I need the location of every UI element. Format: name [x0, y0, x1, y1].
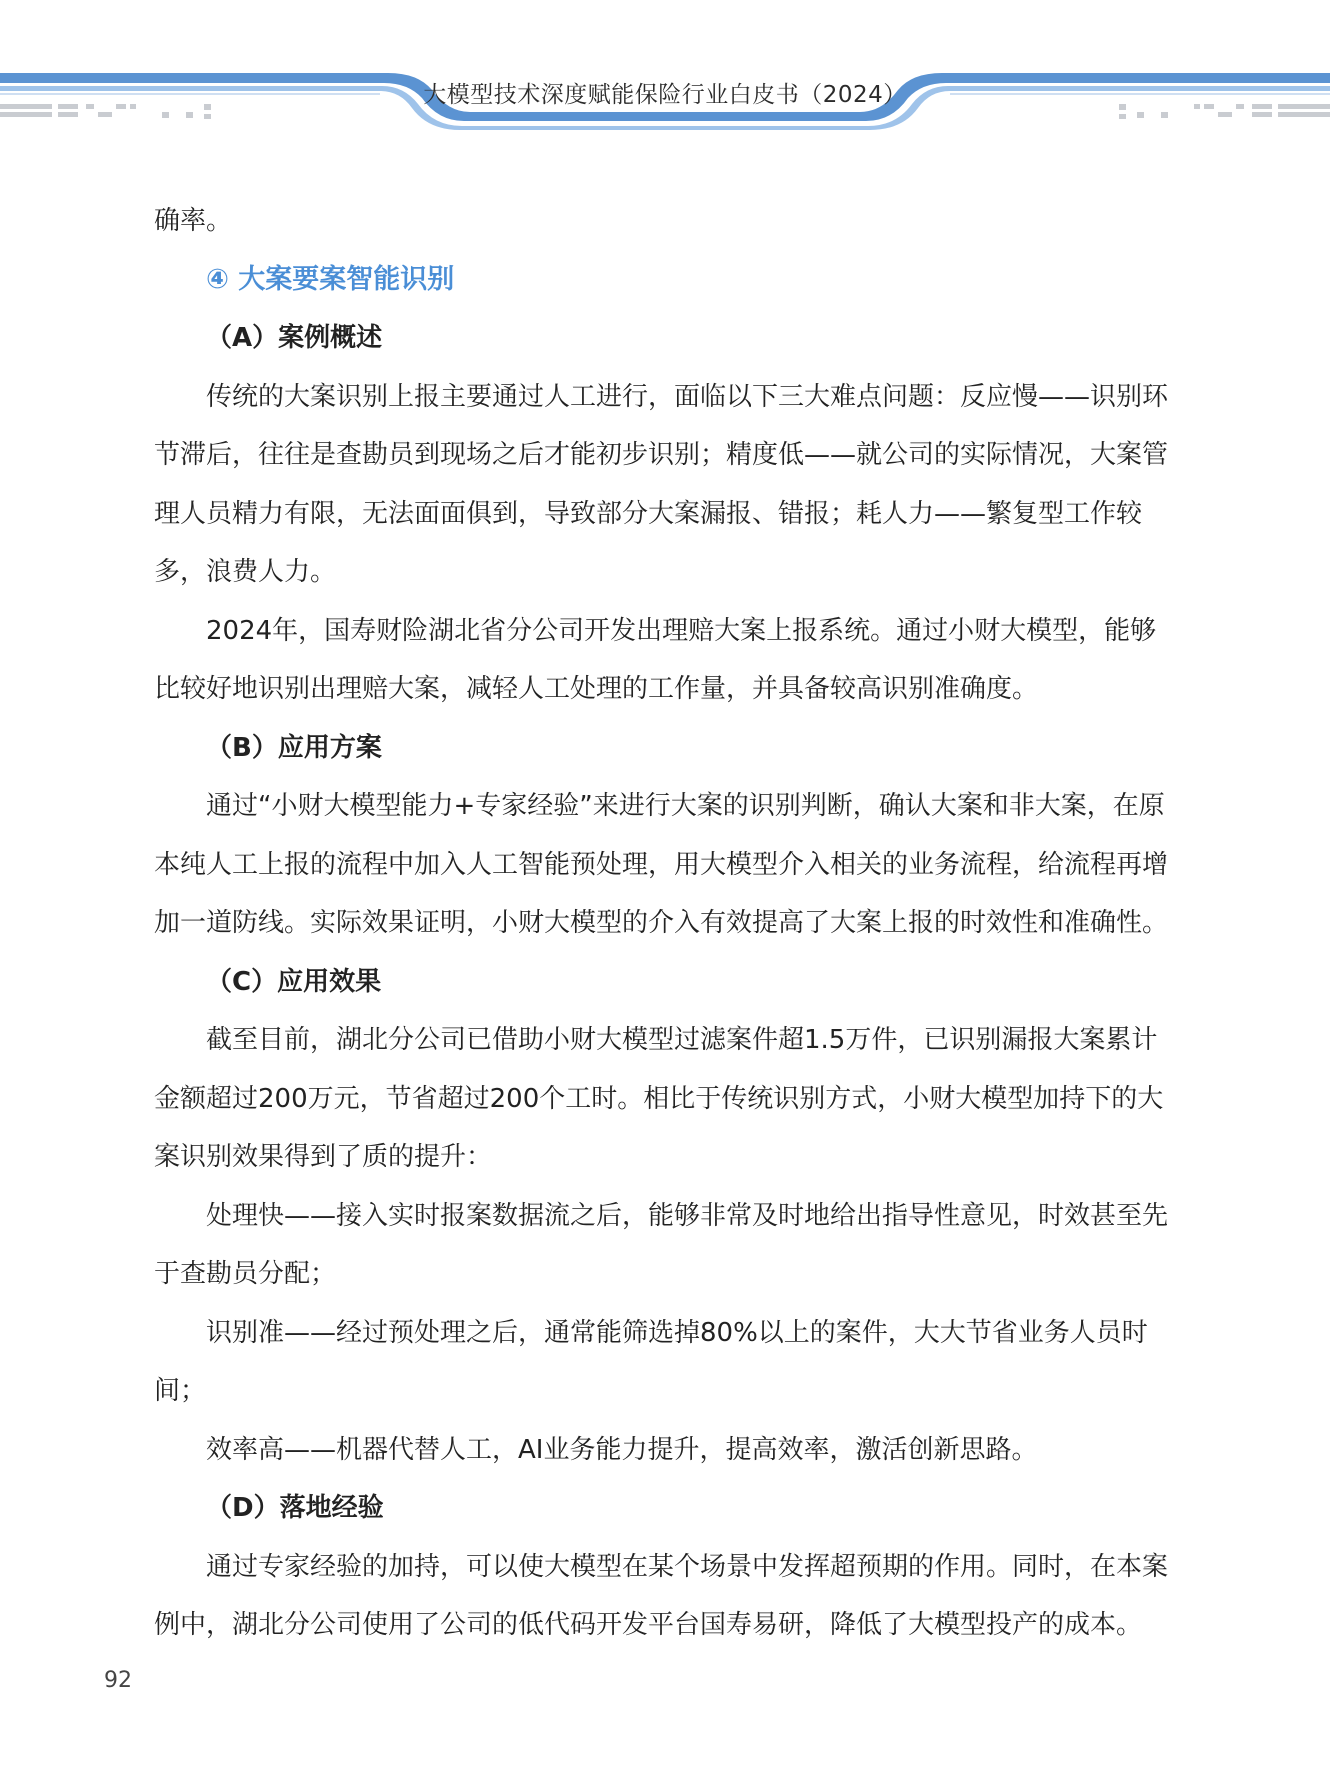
continuation-text: 确率。	[154, 206, 233, 236]
subsection-title-a: （A）案例概述	[206, 323, 383, 353]
subsection-title-c: （C）应用效果	[206, 966, 382, 997]
paragraph: 截至目前，湖北分公司已借助小财大模型过滤案件超1.5万件，已识别漏报大案累计金额超过200万元，节省超过200个工时。相比于传统识别方式，小财大模型加持下的大案识别效果得到了质的提升：	[154, 1025, 1164, 1172]
page-body	[154, 192, 1176, 1655]
paragraph: 通过“小财大模型能力+专家经验”来进行大案的识别判断，确认大案和非大案，在原本纯人工上报的流程中加入人工智能预处理，用大模型介入相关的业务流程，给流程再增加一道防线。实际效果证明，小财大模型的介入有效提高了大案上报的时效性和准确性。	[154, 791, 1169, 938]
section-title: ④ 大案要案智能识别	[206, 263, 455, 295]
header-banner	[0, 0, 1330, 140]
subsection-title-b: （B）应用方案	[206, 732, 382, 763]
paragraph: 效率高——机器代替人工，AI业务能力提升，提高效率，激活创新思路。	[206, 1434, 1038, 1465]
running-title: 大模型技术深度赋能保险行业白皮书（2024）	[423, 82, 907, 108]
page-number: 92	[104, 1668, 132, 1693]
subsection-title-d: （D）落地经验	[206, 1493, 384, 1523]
paragraph: 处理快——接入实时报案数据流之后，能够非常及时地给出指导性意见，时效甚至先于查勘员分配；	[154, 1200, 1169, 1289]
paragraph: 2024年，国寿财险湖北省分公司开发出理赔大案上报系统。通过小财大模型，能够比较好地识别出理赔大案，减轻人工处理的工作量，并具备较高识别准确度。	[154, 615, 1157, 704]
paragraph: 通过专家经验的加持，可以使大模型在某个场景中发挥超预期的作用。同时，在本案例中，湖北分公司使用了公司的低代码开发平台国寿易研，降低了大模型投产的成本。	[154, 1551, 1169, 1640]
page-header	[0, 0, 1330, 140]
paragraph: 传统的大案识别上报主要通过人工进行，面临以下三大难点问题：反应慢——识别环节滞后，往往是查勘员到现场之后才能初步识别；精度低——就公司的实际情况，大案管理人员精力有限，无法面面俱到，导致部分大案漏报、错报；耗人力——繁复型工作较多，浪费人力。	[154, 381, 1169, 587]
paragraph: 识别准——经过预处理之后，通常能筛选掉80%以上的案件，大大节省业务人员时间；	[154, 1317, 1148, 1406]
